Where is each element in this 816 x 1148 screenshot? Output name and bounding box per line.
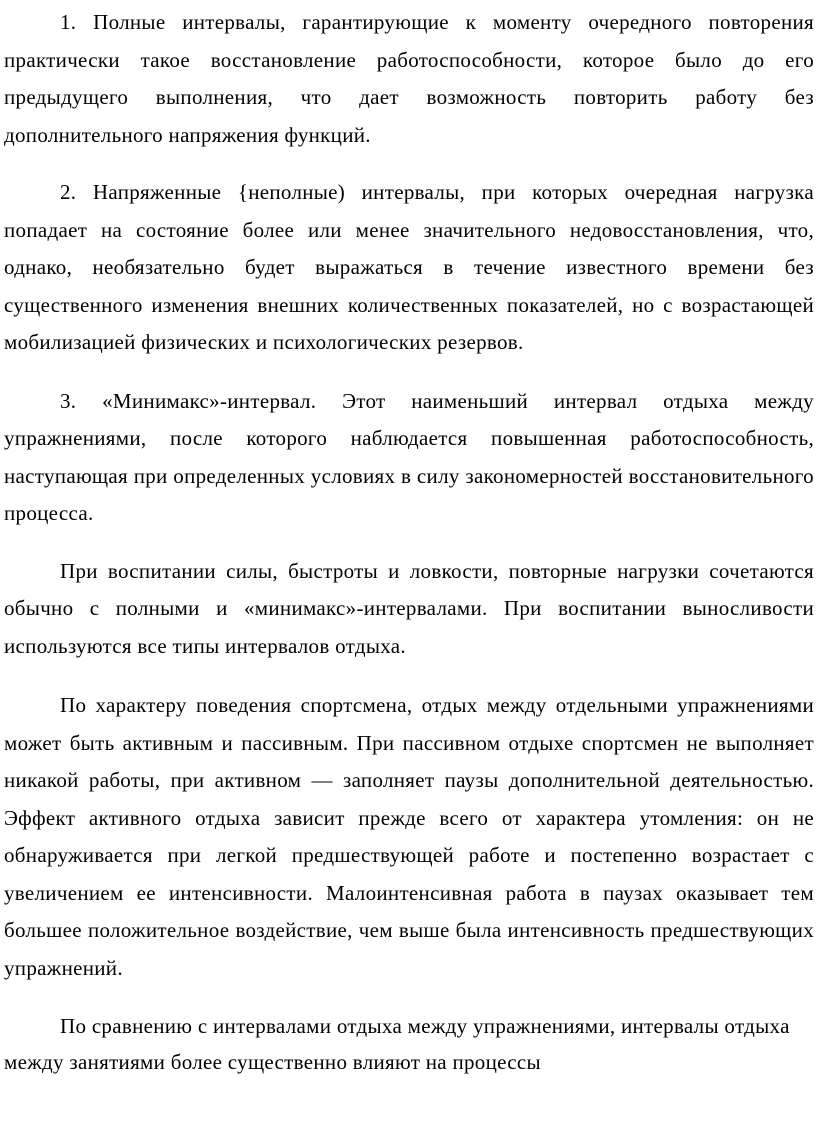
paragraph-active-passive-rest: По характеру поведения спортсмена, отдых между отдельными упражнениями может быть активным и пассивным. При пассивном отдыхе спортсмен не выполняет никакой работы, при активном — заполняет паузы дополнительной деятельностью. Эффект активного отдыха зависит прежде всего от характера утомления: он не обнаруживается при легкой предшествующей работе и постепенно возрастает с увеличением ее интенсивности. Малоинтенсивная работа в паузах оказывает тем большее положительное воздействие, чем выше была интенсивность предшествующих упражнений. — [4, 693, 814, 980]
paragraph-strained-intervals: 2. Напряженные {неполные) интервалы, при которых очередная нагрузка попадает на состояние более или менее значительного недовосстановления, что, однако, необязательно будет выражаться в течение известного времени без существенного изменения внешних количественных показателей, но с возрастающей мобилизацией физических и психологических резервов. — [4, 180, 814, 354]
paragraph-strength-speed: При воспитании силы, быстроты и ловкости, повторные нагрузки сочетаются обычно с полными и «минимакс»-интервалами. При воспитании выносливости используются все типы интервалов отдыха. — [4, 558, 814, 658]
paragraph-minimax-interval: 3. «Минимакс»-интервал. Этот наименьший интервал отдыха между упражнениями, после которого наблюдается повышенная работоспособность, наступающая при определенных условиях в силу закономерностей восстановительного процесса. — [4, 388, 814, 525]
document-page — [4, 4, 814, 1080]
paragraph-full-intervals: 1. Полные интервалы, гарантирующие к моменту очередного повторения практически такое восстановление работоспособности, которое было до его предыдущего выполнения, что дает возможность повторить работу без дополнительного напряжения функций. — [4, 10, 814, 147]
paragraph-rest-between-sessions: По сравнению с интервалами отдыха между упражнениями, интервалы отдыха между занятиями более существенно влияют на процессы — [4, 1014, 790, 1074]
